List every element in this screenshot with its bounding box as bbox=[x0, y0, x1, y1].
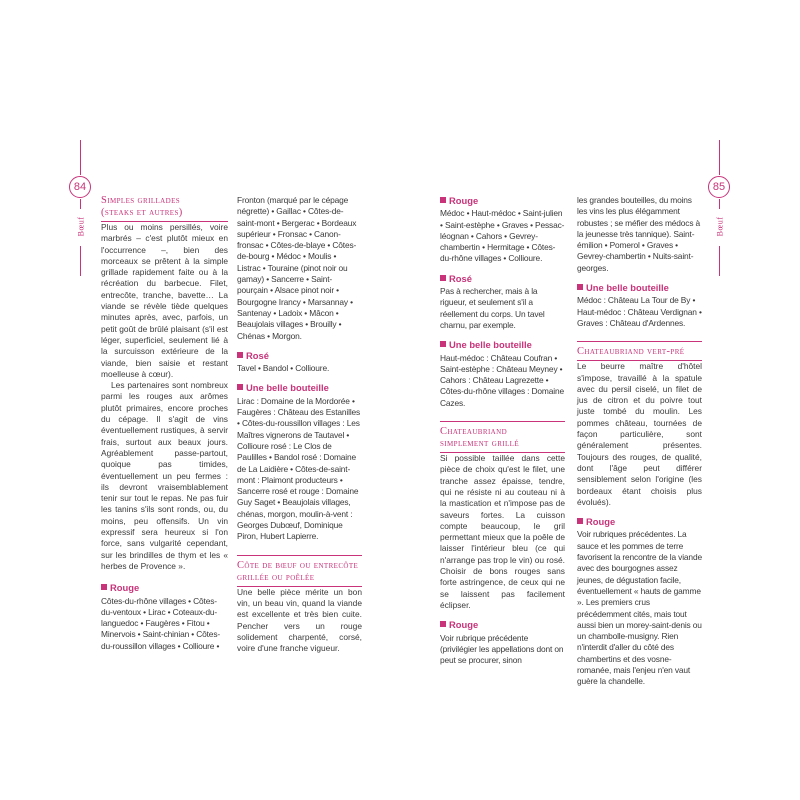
running-head-right: Bœuf bbox=[715, 216, 725, 237]
page-number-left: 84 bbox=[69, 176, 91, 198]
subheading-label: Rouge bbox=[449, 619, 479, 631]
square-bullet-icon bbox=[237, 384, 243, 390]
wine-list: Lirac : Domaine de la Mordorée • Faugères : Château des Estanilles • Côtes-du-roussillon villages : Les Maîtres vignerons de Tautavel • Collioure rosé : Le Clos de Paulilles • Bandol rosé : Domaine de La Laidière • Côtes-de-saint-mont : Plaimont producteurs • Sancerre rosé et rouge : Domaine Guy Saget • Beaujolais villages, chénas, morgon, moulin-à-vent : Georges Dubœuf, Dominique Piron, Hubert Lapierre. bbox=[237, 395, 361, 542]
wine-list: Côtes-du-rhône villages • Côtes-du-ventoux • Lirac • Coteaux-du-languedoc • Faugères • Fitou • Minervois • Saint-chinian • Côtes-du-roussillon villages • Collioure • bbox=[101, 595, 220, 651]
subheading-label: Rouge bbox=[110, 582, 140, 594]
section-title-chateaubriand bbox=[440, 421, 565, 450]
subheading-rose bbox=[237, 350, 362, 361]
subheading-rouge bbox=[440, 195, 565, 206]
paragraph: Plus ou moins persillés, voire marbrés – c'est plutôt mieux en l'occurrence –, bien des morceaux se prêtent à la simple grillade rapidement faite ou à la récréation du barbecue. Filet, entrecôte, tranche, bavette… La viande se révèle tiède quelques minutes après, avec, parfois, un petit goût de brûlé plaisant (s'il est léger, superficiel, seulement lié à la surcuisson extérieure de la viande, bien saisie et restant moelleuse à cœur). bbox=[101, 222, 228, 379]
left-margin-rule-lower bbox=[80, 199, 81, 209]
wine-list: Fronton (marqué par le cépage négrette) • Gaillac • Côtes-de-saint-mont • Bergerac • Bordeaux supérieur • Fronsac • Canon-fronsac • Côtes-de-blaye • Côtes-de-bourg • Médoc • Moulis • Listrac • Touraine (pinot noir ou gamay) • Sancerre • Saint-pourçain • Alsace pinot noir • Bourgogne Irancy • Marsannay • Santenay • Ladoix • Mâcon • Beaujolais villages • Brouilly • Chénas • Morgon. bbox=[237, 195, 357, 341]
wine-list: Voir rubriques précédentes. La sauce et les pommes de terre favorisent la rencontre de la viande avec des bourgognes assez jeunes, de dégustation facile, éventuellement « hauts de gamme ». Les premiers crus précédemment cités, mais tout aussi bien un morey-saint-denis ou un chambolle-musigny. Rien n'interdit d'aller du côté des chambertins et des vosne-romanée, mais l'enjeu n'en vaut guère la chandelle. bbox=[577, 529, 702, 687]
right-column-1 bbox=[440, 195, 565, 666]
square-bullet-icon bbox=[101, 584, 107, 590]
square-bullet-icon bbox=[440, 621, 446, 627]
right-margin-rule bbox=[719, 140, 720, 175]
section-title-line: Chateaubriand bbox=[440, 426, 508, 438]
square-bullet-icon bbox=[440, 197, 446, 203]
subheading-rouge bbox=[101, 582, 228, 593]
section-title-line: Chateaubriand vert-pré bbox=[577, 346, 685, 358]
wine-list: Médoc • Haut-médoc • Saint-julien • Saint-estèphe • Graves • Pessac-léognan • Cahors • Gevrey-chambertin • Hermitage • Côtes-du-rhône villages • Collioure. bbox=[440, 208, 565, 264]
section-title-cote-de-boeuf bbox=[237, 555, 362, 584]
running-head-left: Bœuf bbox=[76, 216, 86, 237]
square-bullet-icon bbox=[577, 284, 583, 290]
section-title-line: grillée ou poêlée bbox=[237, 571, 315, 583]
wine-list: Tavel • Bandol • Collioure. bbox=[237, 363, 330, 374]
square-bullet-icon bbox=[237, 352, 243, 358]
section-title-line: simplement grillé bbox=[440, 438, 520, 450]
subheading-belle-bouteille bbox=[577, 282, 702, 293]
section-title-line: Côte de bœuf ou entrecôte bbox=[237, 559, 359, 571]
paragraph: Une belle pièce mérite un bon vin, un beau vin, quand la viande est excellente et très bien cuite. Pencher vers un rouge solidement charpenté, corsé, voire d'une franche vigueur. bbox=[237, 586, 362, 654]
subheading-rouge bbox=[577, 516, 702, 527]
paragraph: Le beurre maître d'hôtel s'impose, travaillé à la spatule avec du persil ciselé, un filet de jus de citron et du poivre tout juste tombé du moulin. Les pommes château, tournées de façon particulière, sont généralement présentes. Toujours des rouges, de qualité, dont l'âge peut différer sensiblement selon l'origine (les bordeaux étant choisis plus évolués). bbox=[577, 361, 702, 507]
subheading-rose bbox=[440, 273, 565, 284]
right-margin-rule-lower bbox=[719, 199, 720, 209]
paragraph: Si possible taillée dans cette pièce de choix qu'est le filet, une tranche assez épaisse, tendre, qui ne résiste ni au couteau ni à la mastication et n'impose pas de saveurs fortes. La cuisson compte beaucoup, le gril permettant mieux que la poêle de laisser l'intérieur bleu (ce qui n'arrange pas trop le vin) ou rosé. Choisir de bons rouges sans forte astringence, de ceux qui ne se laissent pas facilement éclipser. bbox=[440, 453, 565, 610]
wine-list: Pas à rechercher, mais à la rigueur, et seulement s'il a réellement du corps. Un tavel charnu, par exemple. bbox=[440, 286, 545, 330]
section-title-simples-grillades bbox=[101, 195, 228, 219]
subheading-belle-bouteille bbox=[440, 339, 565, 350]
wine-list: les grandes bouteilles, du moins les vins les plus élégamment robustes ; se méfier des médocs à la jeunesse très tannique). Saint-émilion • Pomerol • Graves • Gevrey-chambertin • Nuits-saint-georges. bbox=[577, 195, 701, 273]
subheading-label: Une belle bouteille bbox=[246, 382, 329, 394]
left-column-1 bbox=[101, 195, 228, 652]
subheading-label: Une belle bouteille bbox=[586, 282, 669, 294]
left-column-2 bbox=[237, 195, 362, 654]
subheading-label: Rosé bbox=[246, 349, 269, 361]
wine-list: Haut-médoc : Château Coufran • Saint-estèphe : Château Meyney • Cahors : Château Lagrezette • Côtes-du-rhône villages : Domaine Cazes. bbox=[440, 352, 564, 408]
subheading-label: Une belle bouteille bbox=[449, 339, 532, 351]
wine-list: Voir rubrique précédente (privilégier les appellations dont on peut se procurer, sinon bbox=[440, 632, 564, 666]
paragraph: Les partenaires sont nombreux parmi les rouges aux arômes plutôt primaires, encore proches du cépage. Il s'agit de vins éventuellement rustiques, à servir frais, surtout aux beaux jours. Agréablement passe-partout, quoique pas timides, éventuellement un peu fermes : ils devront vraisemblablement tenir sur tout le repas. Ne pas fuir les tanins s'ils sont ronds, ou, du moins, peu offensifs. Un vin expressif sera heureux si l'on force, sans vulgarité cependant, sur les brindilles de thym et les « herbes de Provence ». bbox=[101, 380, 228, 571]
right-column-2 bbox=[577, 195, 702, 688]
square-bullet-icon bbox=[440, 341, 446, 347]
page-number-right: 85 bbox=[708, 176, 730, 198]
subheading-label: Rouge bbox=[449, 195, 479, 206]
wine-list: Médoc : Château La Tour de By • Haut-médoc : Château Verdignan • Graves : Château d'Ardennes. bbox=[577, 295, 702, 328]
left-margin-rule-bottom bbox=[80, 246, 81, 276]
subheading-label: Rouge bbox=[586, 516, 616, 528]
section-title-chateaubriand-vert-pre bbox=[577, 341, 702, 358]
right-margin-rule-bottom bbox=[719, 246, 720, 276]
subheading-label: Rosé bbox=[449, 272, 472, 284]
square-bullet-icon bbox=[577, 518, 583, 524]
square-bullet-icon bbox=[440, 275, 446, 281]
subheading-rouge bbox=[440, 619, 565, 630]
section-title-line: Simples grillades bbox=[101, 195, 181, 206]
subheading-belle-bouteille bbox=[237, 382, 362, 393]
left-margin-rule bbox=[80, 140, 81, 175]
section-title-line: (steaks et autres) bbox=[101, 207, 183, 218]
